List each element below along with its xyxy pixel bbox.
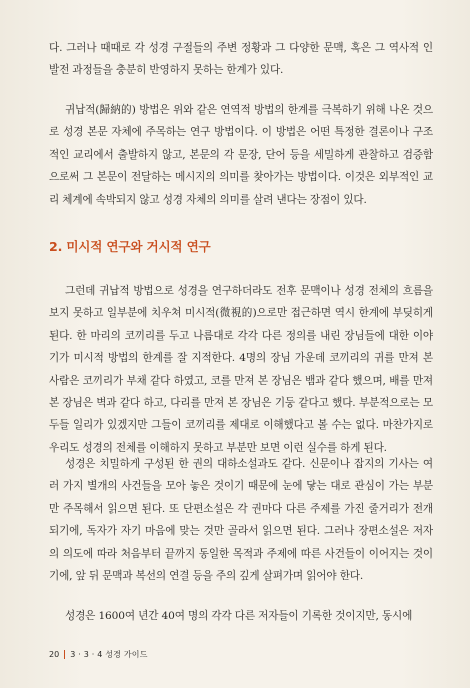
page-number: 20 xyxy=(49,650,60,659)
paragraph-inductive-method: 귀납적(歸納的) 방법은 위와 같은 연역적 방법의 한계를 극복하기 위해 나온 것으로 성경 본문 자체에 주목하는 연구 방법이다. 이 방법은 어떤 특정한 결론이나 구조적인 교리에서 출발하지 않고, 본문의 각 문장, 단어 등을 세밀하게 관찰하고 검증함으로써 그 본문이 전달하는 메시지의 의미를 찾아가는 방법이다. 이것은 외부적인 교리 체계에 속박되지 않고 성경 자체의 의미를 살려 낸다는 장점이 있다. xyxy=(49,104,433,206)
section-heading: 2. 미시적 연구와 거시적 연구 xyxy=(49,239,211,254)
book-title: 3 · 3 · 4 성경 가이드 xyxy=(70,650,148,659)
paragraph-novel-analogy: 성경은 치밀하게 구성된 한 권의 대하소설과도 같다. 신문이나 잡지의 기사는 여러 가지 별개의 사건들을 모아 놓은 것이기 때문에 눈에 닿는 대로 관심이 가는 부분만 주목해서 읽으면 된다. 또 단편소설은 각 권마다 다른 주제를 가진 줄거리가 전개되기에, 독자가 자기 마음에 맞는 것만 골라서 읽으면 된다. 그러나 장편소설은 저자의 의도에 따라 처음부터 끝까지 동일한 목적과 주제에 따른 사건들이 이어지는 것이기에, 앞 뒤 문맥과 복선의 연결 등을 주의 깊게 살펴가며 읽어야 한다. xyxy=(49,458,433,583)
page-footer xyxy=(49,649,148,660)
footer-divider xyxy=(64,650,65,659)
paragraph-authors: 성경은 1600여 년간 40여 명의 각각 다른 저자들이 기록한 것이지만, 동시에 xyxy=(65,610,413,622)
paragraph-continued: 다. 그러나 때때로 각 성경 구절들의 주변 정황과 그 다양한 문맥, 혹은 그 역사적 인 발전 과정들을 충분히 반영하지 못하는 한계가 있다. xyxy=(49,42,433,77)
paragraph-micro-approach: 그런데 귀납적 방법으로 성경을 연구하더라도 전후 문맥이나 성경 전체의 흐름을 보지 못하고 일부분에 치우쳐 미시적(微視的)으로만 접근하면 역시 한계에 부딪히게 된다. 한 마리의 코끼리를 두고 나름대로 각각 다른 정의를 내린 장님들에 대한 이야기가 미시적 방법의 한계를 잘 지적한다. 4명의 장님 가운데 코끼리의 귀를 만져 본 사람은 코끼리가 부채 같다 하였고, 코를 만져 본 장님은 뱀과 같다 했으며, 배를 만져 본 장님은 벽과 같다 하고, 다리를 만져 본 장님은 기둥 같다고 했다. 부분적으로는 모두들 일리가 있겠지만 그들이 코끼리를 제대로 이해했다고 볼 수는 없다. 마찬가지로 우리도 성경의 전체를 이해하지 못하고 부분만 보면 이런 실수를 하게 된다. xyxy=(49,285,433,454)
